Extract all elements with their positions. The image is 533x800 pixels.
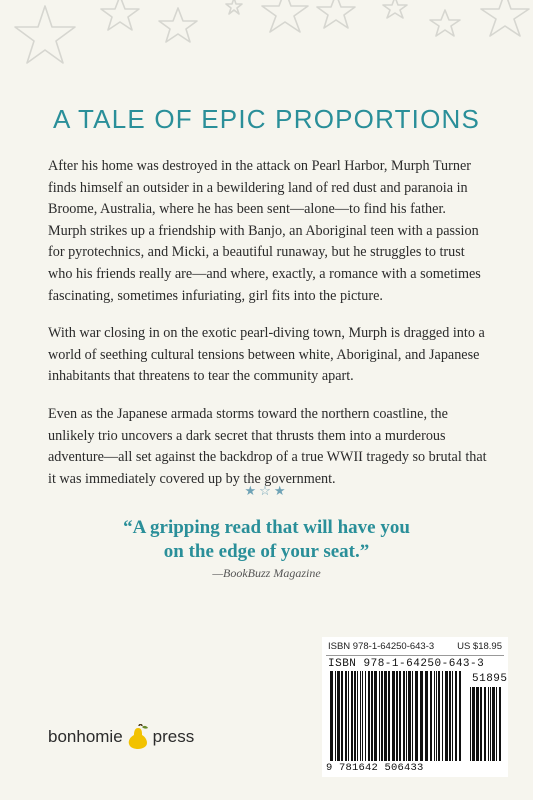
barcode-bar	[381, 671, 383, 761]
star-icon	[101, 0, 139, 30]
barcode-bar	[330, 671, 333, 761]
barcode-bar	[452, 671, 453, 761]
publisher-name-part2: press	[152, 727, 195, 746]
divider-line	[326, 655, 504, 656]
star-icon	[481, 0, 529, 36]
back-cover-heading: A TALE OF EPIC PROPORTIONS	[52, 104, 481, 134]
barcode-bar	[337, 671, 340, 761]
star-icon	[159, 8, 197, 42]
barcode-bar	[496, 687, 497, 761]
star-icon	[430, 10, 460, 36]
synopsis	[48, 156, 488, 506]
synopsis-paragraph: With war closing in on the exotic pearl-diving town, Murph is dragged into a world of seething cultural tensions between white, Aboriginal, and Japanese inhabitants that threatens to tear the community apart.	[48, 325, 485, 385]
barcode-bar	[403, 671, 405, 761]
isbn-label: ISBN 978-1-64250-643-3	[328, 641, 435, 652]
publisher-name-part1: bonhomie	[48, 727, 123, 746]
barcode-bar	[362, 671, 363, 761]
decorative-stars	[0, 0, 533, 95]
barcode-bar	[384, 671, 387, 761]
barcode-bar	[365, 671, 366, 761]
barcode-bar	[396, 671, 398, 761]
price-label: US $18.95	[457, 641, 502, 652]
synopsis-paragraph: After his home was destroyed in the attack on Pearl Harbor, Murph Turner finds himself an outsider in a bewildering land of red dust and paranoia in Broome, Australia, where he has been sent—alone—to find his father. Murph strikes up a friendship with Banjo, an Aboriginal teen with a passion for pyrotechnics, and Micki, a beautiful runaway, but he struggles to trust who his friends really are—and where, exactly, a romance with a sometimes fascinating, sometimes infuriating, girl fits into the picture.	[48, 158, 481, 304]
barcode-bar	[442, 671, 443, 761]
barcode-bar	[348, 671, 349, 761]
price-barcode	[470, 687, 504, 761]
ean-digits: 9 781642 506433	[326, 762, 424, 774]
star-icon	[226, 0, 242, 14]
star-icon	[383, 0, 407, 18]
barcode-bar	[341, 671, 343, 761]
price-code: 51895	[472, 673, 508, 685]
barcode-bar	[472, 687, 475, 761]
barcode-bar	[345, 671, 347, 761]
barcode-bar	[459, 671, 461, 761]
barcode-bar	[425, 671, 428, 761]
barcode-bar	[335, 671, 336, 761]
barcode-bar	[436, 671, 437, 761]
star-divider: ★☆★	[244, 483, 289, 498]
quote-line: on the edge of your seat.”	[163, 541, 370, 562]
barcode-bar	[476, 687, 479, 761]
barcode-bar	[449, 671, 451, 761]
barcode-bar	[406, 671, 407, 761]
isbn-barcode-panel	[322, 637, 508, 777]
barcode-bar	[371, 671, 373, 761]
barcode-bar	[379, 671, 380, 761]
barcode-bar	[357, 671, 358, 761]
barcode-bar	[438, 671, 440, 761]
barcode-bar	[412, 671, 413, 761]
publisher-logo	[48, 724, 194, 750]
barcode-bar	[399, 671, 401, 761]
barcode-bar	[492, 687, 495, 761]
barcode-bar	[490, 687, 491, 761]
barcode-bar	[354, 671, 356, 761]
barcode-bar	[388, 671, 390, 761]
barcode-bar	[484, 687, 486, 761]
isbn-header	[328, 641, 502, 652]
barcode-bar	[430, 671, 432, 761]
ean-barcode	[330, 671, 464, 761]
barcode-bar	[445, 671, 448, 761]
synopsis-paragraph: Even as the Japanese armada storms toward the northern coastline, the unlikely trio uncovers a dark secret that thrusts them into a murderous adventure—all set against the backdrop of a true WWII tragedy so brutal that it was immediately covered up by the government.	[48, 405, 487, 487]
barcode-bar	[488, 687, 489, 761]
quote-line: “A gripping read that will have you	[123, 517, 410, 538]
pear-icon	[127, 724, 149, 750]
review-quote	[0, 516, 533, 564]
barcode-bar	[374, 671, 377, 761]
barcode-bar	[368, 671, 370, 761]
barcode-bar	[360, 671, 361, 761]
barcode-bar	[392, 671, 395, 761]
barcode-bar	[470, 687, 471, 761]
barcode-bar	[499, 687, 501, 761]
star-icon	[15, 6, 75, 63]
star-icon	[317, 0, 355, 28]
star-icon	[262, 0, 308, 32]
barcode-bar	[351, 671, 353, 761]
isbn-ocr-text: ISBN 978-1-64250-643-3	[328, 658, 485, 670]
barcode-bar	[434, 671, 435, 761]
barcode-bar	[420, 671, 423, 761]
barcode-bar	[408, 671, 411, 761]
barcode-bar	[415, 671, 418, 761]
quote-attribution: —BookBuzz Magazine	[212, 566, 321, 580]
barcode-bar	[455, 671, 457, 761]
barcode-bar	[480, 687, 482, 761]
